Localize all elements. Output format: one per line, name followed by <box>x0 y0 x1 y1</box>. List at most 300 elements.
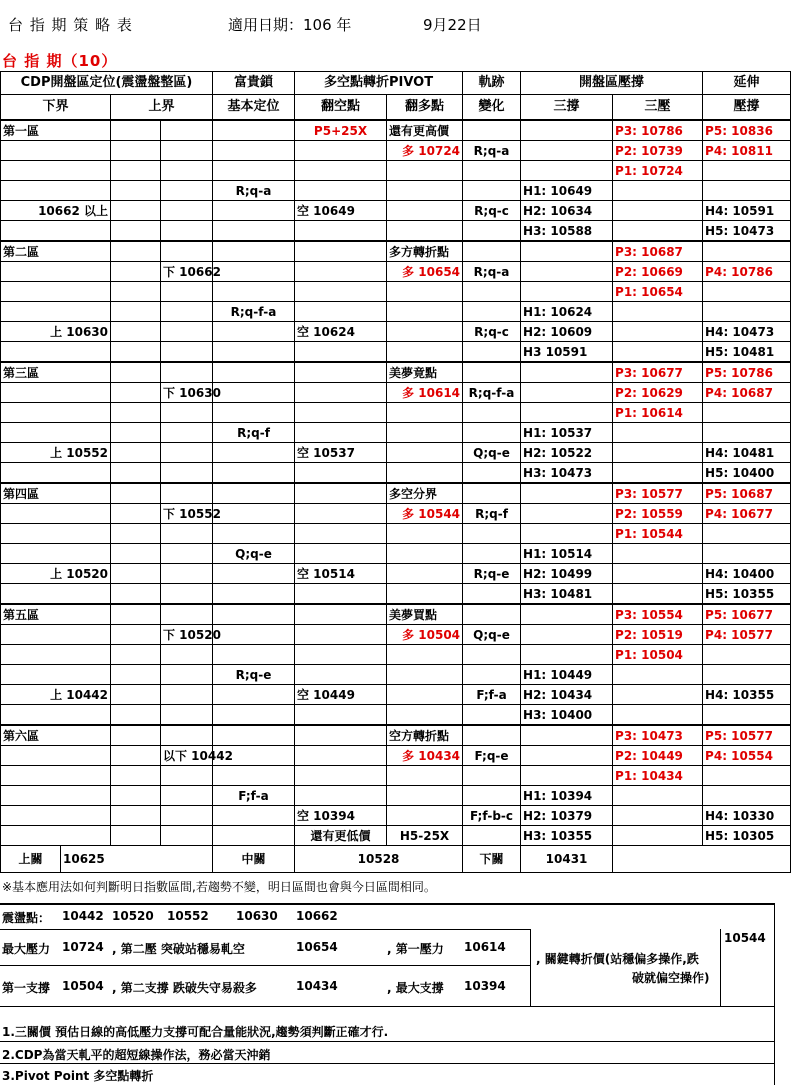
col-group-open: 開盤區壓撐 <box>521 72 703 95</box>
zone-cell <box>463 725 521 746</box>
zone-cell: 上 10630 <box>1 322 111 342</box>
col-pressure3: 三壓 <box>613 95 703 121</box>
zone-cell: 空 10394 <box>295 806 387 826</box>
max-support-value: 10394 <box>464 979 506 993</box>
zone-name: 第六區 <box>1 725 111 746</box>
col-base: 基本定位 <box>213 95 295 121</box>
zone-cell <box>521 625 613 645</box>
zone-cell <box>387 705 463 726</box>
zone-cell: R;q-f <box>213 423 295 443</box>
zone-cell <box>463 221 521 242</box>
zone-row <box>1 141 791 161</box>
zone-cell <box>295 483 387 504</box>
zone-cell <box>295 786 387 806</box>
zone-cell: P3: 10677 <box>613 362 703 383</box>
zone-cell <box>213 584 295 605</box>
zone-cell <box>161 322 213 342</box>
col-group-cdp: CDP開盤區定位(震盪盤整區) <box>1 72 213 95</box>
zone-row <box>1 665 791 685</box>
col-support3: 三撐 <box>521 95 613 121</box>
zone-cell <box>111 282 161 302</box>
zone-cell: 多空分界 <box>387 483 463 504</box>
col-group-track: 軌跡 <box>463 72 521 95</box>
zone-cell: H5-25X <box>387 826 463 846</box>
zone-cell <box>387 645 463 665</box>
zone-cell: 下 10662 <box>161 262 213 282</box>
zone-cell <box>213 564 295 584</box>
zone-cell <box>1 544 111 564</box>
zone-cell <box>463 181 521 201</box>
zone-cell <box>703 181 791 201</box>
zone-cell: H3: 10588 <box>521 221 613 242</box>
max-pressure-label: 最大壓力 <box>2 942 51 956</box>
zone-cell <box>213 403 295 423</box>
zone-cell: H4: 10355 <box>703 685 791 705</box>
zone-cell <box>161 483 213 504</box>
zone-row <box>1 241 791 262</box>
zone-cell <box>521 262 613 282</box>
zone-cell <box>295 504 387 524</box>
footnote: 3.Pivot Point 多空點轉折 <box>2 1069 154 1083</box>
zone-cell <box>161 705 213 726</box>
zone-cell <box>213 685 295 705</box>
zone-cell <box>613 665 703 685</box>
zone-name: 第二區 <box>1 241 111 262</box>
zone-cell: P5: 10687 <box>703 483 791 504</box>
zone-cell <box>387 463 463 484</box>
col-group-lock: 富貴鎖 <box>213 72 295 95</box>
zone-cell <box>613 423 703 443</box>
zone-cell <box>703 282 791 302</box>
zone-cell: 多 10614 <box>387 383 463 403</box>
zone-cell <box>1 463 111 484</box>
zone-cell <box>161 362 213 383</box>
zone-cell <box>703 524 791 544</box>
zone-cell: P2: 10519 <box>613 625 703 645</box>
zone-cell: P3: 10473 <box>613 725 703 746</box>
zone-cell: H3 10591 <box>521 342 613 363</box>
zone-cell <box>213 120 295 141</box>
zone-cell <box>161 806 213 826</box>
zone-cell <box>295 725 387 746</box>
zone-cell: 空方轉折點 <box>387 725 463 746</box>
zone-row <box>1 746 791 766</box>
zone-cell <box>161 826 213 846</box>
zone-cell: R;q-f-a <box>213 302 295 322</box>
zone-cell: P1: 10504 <box>613 645 703 665</box>
zone-cell <box>613 544 703 564</box>
zone-cell <box>463 766 521 786</box>
zone-cell <box>111 504 161 524</box>
zone-cell <box>213 483 295 504</box>
zone-cell <box>161 141 213 161</box>
zone-cell <box>161 443 213 463</box>
first-pressure-value: 10614 <box>464 940 506 954</box>
zone-row <box>1 362 791 383</box>
zone-cell <box>387 322 463 342</box>
key-pivot-text: 破就偏空操作) <box>632 971 710 985</box>
zone-cell <box>213 826 295 846</box>
zone-cell <box>161 221 213 242</box>
footnote: 2.CDP為當天軋平的超短線操作法，務必當天沖銷 <box>2 1048 271 1062</box>
zone-cell <box>703 302 791 322</box>
zone-cell <box>703 786 791 806</box>
mid-value: 10528 <box>295 846 463 873</box>
zone-cell: 多方轉折點 <box>387 241 463 262</box>
zone-cell <box>463 786 521 806</box>
zone-cell: F;f-b-c <box>463 806 521 826</box>
zone-cell <box>161 463 213 484</box>
zone-cell <box>1 625 111 645</box>
zone-cell <box>213 141 295 161</box>
zone-cell <box>613 564 703 584</box>
zone-cell <box>387 342 463 363</box>
zone-cell <box>295 746 387 766</box>
zone-cell: H4: 10473 <box>703 322 791 342</box>
zone-cell <box>295 463 387 484</box>
zone-cell <box>521 746 613 766</box>
oscillation-value: 10520 <box>112 909 154 923</box>
zone-cell: P2: 10449 <box>613 746 703 766</box>
date-label: 適用日期：106 年 <box>228 16 352 34</box>
key-levels-box <box>0 903 775 1085</box>
zone-cell <box>161 645 213 665</box>
zone-cell <box>161 403 213 423</box>
first-support-value: 10504 <box>62 979 104 993</box>
zone-cell: H1: 10537 <box>521 423 613 443</box>
zone-cell <box>1 181 111 201</box>
zone-cell <box>111 322 161 342</box>
zone-cell <box>613 302 703 322</box>
zone-cell: R;q-a <box>213 181 295 201</box>
zone-cell: Q;q-e <box>463 625 521 645</box>
zone-cell <box>213 806 295 826</box>
zone-cell: R;q-f <box>463 504 521 524</box>
strategy-table <box>0 71 791 873</box>
zone-cell <box>295 362 387 383</box>
col-change: 變化 <box>463 95 521 121</box>
zone-cell <box>1 645 111 665</box>
zone-cell <box>295 141 387 161</box>
zone-cell <box>463 544 521 564</box>
zone-cell <box>703 665 791 685</box>
zone-cell: 空 10624 <box>295 322 387 342</box>
zone-cell <box>1 746 111 766</box>
zone-cell <box>387 181 463 201</box>
zone-cell <box>161 725 213 746</box>
zone-cell <box>703 161 791 181</box>
zone-cell <box>613 221 703 242</box>
zone-cell <box>213 645 295 665</box>
zone-row <box>1 786 791 806</box>
zone-row <box>1 201 791 221</box>
zone-cell <box>387 302 463 322</box>
zone-cell <box>111 524 161 544</box>
zone-cell: 多 10434 <box>387 746 463 766</box>
zone-cell <box>213 766 295 786</box>
zone-cell <box>463 604 521 625</box>
zone-cell <box>613 786 703 806</box>
zone-cell: P5+25X <box>295 120 387 141</box>
zone-cell: P1: 10654 <box>613 282 703 302</box>
zone-name: 第四區 <box>1 483 111 504</box>
zone-cell <box>463 241 521 262</box>
zone-row <box>1 181 791 201</box>
zone-cell <box>387 665 463 685</box>
zone-row <box>1 221 791 242</box>
zone-row <box>1 282 791 302</box>
zone-row <box>1 685 791 705</box>
second-support-text: , 第二支撐 跌破失守易殺多 <box>112 981 257 995</box>
zone-cell: 還有更低價 <box>295 826 387 846</box>
zone-cell: H2: 10522 <box>521 443 613 463</box>
zone-cell <box>463 705 521 726</box>
zone-name: 第一區 <box>1 120 111 141</box>
zone-cell <box>613 342 703 363</box>
zone-cell <box>161 181 213 201</box>
zone-cell <box>1 403 111 423</box>
zone-cell <box>521 645 613 665</box>
zone-cell <box>295 766 387 786</box>
zone-cell <box>521 766 613 786</box>
zone-cell: 空 10514 <box>295 564 387 584</box>
max-pressure-value: 10724 <box>62 940 104 954</box>
zone-cell: R;q-a <box>463 262 521 282</box>
zone-cell <box>387 221 463 242</box>
col-short-point: 翻空點 <box>295 95 387 121</box>
zone-cell <box>213 604 295 625</box>
zone-cell: 10662 以上 <box>1 201 111 221</box>
zone-cell: P2: 10739 <box>613 141 703 161</box>
zone-cell <box>111 826 161 846</box>
zone-row <box>1 161 791 181</box>
zone-cell <box>387 766 463 786</box>
zone-cell <box>295 544 387 564</box>
zone-cell <box>111 262 161 282</box>
zone-cell <box>111 685 161 705</box>
header-row-2 <box>1 95 791 121</box>
zone-cell: Q;q-e <box>213 544 295 564</box>
zone-cell <box>161 524 213 544</box>
zone-cell <box>161 302 213 322</box>
zone-cell: H2: 10434 <box>521 685 613 705</box>
zone-cell: 上 10520 <box>1 564 111 584</box>
zone-cell: H3: 10481 <box>521 584 613 605</box>
zone-cell <box>213 241 295 262</box>
zone-cell <box>703 423 791 443</box>
zone-cell: P1: 10724 <box>613 161 703 181</box>
zone-cell <box>213 705 295 726</box>
zone-cell: P1: 10614 <box>613 403 703 423</box>
title-row <box>0 0 775 50</box>
zone-cell <box>521 282 613 302</box>
zone-cell <box>387 685 463 705</box>
zone-cell: P2: 10669 <box>613 262 703 282</box>
zone-cell: 美夢買點 <box>387 604 463 625</box>
zone-cell <box>521 383 613 403</box>
zone-cell <box>295 302 387 322</box>
zone-cell: P5: 10786 <box>703 362 791 383</box>
zone-cell: P3: 10786 <box>613 120 703 141</box>
zone-cell: H4: 10481 <box>703 443 791 463</box>
zone-cell <box>463 645 521 665</box>
zone-cell <box>463 483 521 504</box>
zone-cell <box>111 342 161 363</box>
zone-row <box>1 604 791 625</box>
zone-cell <box>1 705 111 726</box>
zone-cell <box>111 120 161 141</box>
zone-cell <box>1 665 111 685</box>
zone-row <box>1 725 791 746</box>
zone-cell <box>213 282 295 302</box>
zone-cell <box>213 383 295 403</box>
zone-cell <box>703 544 791 564</box>
zone-cell <box>111 423 161 443</box>
zone-row <box>1 342 791 363</box>
zone-cell <box>295 665 387 685</box>
zone-cell <box>613 826 703 846</box>
zone-cell <box>213 625 295 645</box>
zone-cell <box>161 201 213 221</box>
zone-row <box>1 483 791 504</box>
zone-cell: H5: 10473 <box>703 221 791 242</box>
zone-cell <box>161 766 213 786</box>
second-pressure-value: 10654 <box>296 940 338 954</box>
zone-cell: P1: 10434 <box>613 766 703 786</box>
zone-cell <box>703 766 791 786</box>
zone-cell <box>613 322 703 342</box>
zone-cell <box>387 201 463 221</box>
zone-cell <box>463 302 521 322</box>
zone-cell <box>295 282 387 302</box>
zone-name: 第五區 <box>1 604 111 625</box>
zone-cell <box>213 322 295 342</box>
zone-row <box>1 766 791 786</box>
zone-cell <box>387 544 463 564</box>
zone-cell <box>1 282 111 302</box>
zone-cell <box>1 302 111 322</box>
zone-cell <box>213 725 295 746</box>
usage-note: ※基本應用法如何判斷明日指數區間,若趨勢不變，明日區間也會與今日區間相同。 <box>2 880 436 894</box>
zone-cell: H5: 10355 <box>703 584 791 605</box>
zone-cell <box>111 161 161 181</box>
zone-cell <box>213 504 295 524</box>
zone-cell: 下 10520 <box>161 625 213 645</box>
zone-cell: P5: 10577 <box>703 725 791 746</box>
zone-cell <box>111 725 161 746</box>
zone-cell: 上 10552 <box>1 443 111 463</box>
zone-cell: R;q-f-a <box>463 383 521 403</box>
zone-cell <box>613 463 703 484</box>
zone-cell <box>295 221 387 242</box>
zone-row <box>1 826 791 846</box>
zone-cell: 空 10537 <box>295 443 387 463</box>
zone-cell <box>613 443 703 463</box>
zone-row <box>1 423 791 443</box>
zone-cell <box>703 645 791 665</box>
zone-cell <box>213 262 295 282</box>
zone-cell <box>161 423 213 443</box>
zone-cell: H3: 10473 <box>521 463 613 484</box>
col-group-extend: 延伸 <box>703 72 791 95</box>
zone-cell <box>111 645 161 665</box>
zone-cell <box>161 342 213 363</box>
zone-cell <box>111 201 161 221</box>
zone-row <box>1 322 791 342</box>
zone-cell <box>111 705 161 726</box>
lower-label: 下關 <box>463 846 521 873</box>
zone-cell: 空 10449 <box>295 685 387 705</box>
col-lower: 下界 <box>1 95 111 121</box>
zone-cell <box>295 161 387 181</box>
zone-cell <box>1 423 111 443</box>
zone-cell <box>1 262 111 282</box>
subtitle: 台 指 期（10） <box>2 52 118 70</box>
zone-cell <box>521 483 613 504</box>
zone-cell: R;q-a <box>463 141 521 161</box>
second-pressure-text: , 第二壓 突破站穩易軋空 <box>112 942 245 956</box>
zone-cell: P4: 10677 <box>703 504 791 524</box>
zone-cell <box>161 161 213 181</box>
zone-cell <box>1 806 111 826</box>
zone-cell <box>295 262 387 282</box>
zone-row <box>1 302 791 322</box>
footnote: 1.三關價 預估日線的高低壓力支撐可配合量能狀況,趨勢須判斷正確才行. <box>2 1025 389 1039</box>
zone-cell <box>387 564 463 584</box>
zone-cell: 美夢竟點 <box>387 362 463 383</box>
zone-cell <box>463 423 521 443</box>
zone-cell <box>213 524 295 544</box>
zone-cell: H1: 10624 <box>521 302 613 322</box>
zone-cell: P2: 10559 <box>613 504 703 524</box>
zone-cell <box>161 665 213 685</box>
zone-row <box>1 625 791 645</box>
zone-cell <box>463 403 521 423</box>
zone-cell: 多 10654 <box>387 262 463 282</box>
zone-cell <box>111 766 161 786</box>
zone-name: 第三區 <box>1 362 111 383</box>
zone-cell: H1: 10449 <box>521 665 613 685</box>
zone-cell: P1: 10544 <box>613 524 703 544</box>
zone-cell <box>295 383 387 403</box>
zone-cell <box>521 141 613 161</box>
zone-row <box>1 383 791 403</box>
oscillation-value: 10442 <box>62 909 104 923</box>
zone-cell <box>1 766 111 786</box>
zone-cell <box>387 423 463 443</box>
upper-value: 10625 <box>61 846 213 873</box>
zone-cell: F;q-e <box>463 746 521 766</box>
zone-row <box>1 524 791 544</box>
zone-cell <box>161 120 213 141</box>
zone-cell <box>613 201 703 221</box>
zone-cell <box>613 806 703 826</box>
zone-cell: P5: 10677 <box>703 604 791 625</box>
zone-cell <box>463 665 521 685</box>
zone-cell <box>111 362 161 383</box>
zone-cell: R;q-c <box>463 322 521 342</box>
zone-cell <box>111 564 161 584</box>
zone-cell <box>111 786 161 806</box>
zone-cell: P4: 10811 <box>703 141 791 161</box>
zone-cell <box>111 463 161 484</box>
first-support-label: 第一支撐 <box>2 981 51 995</box>
summary-row <box>1 846 791 873</box>
zone-cell: H4: 10400 <box>703 564 791 584</box>
zone-cell: H2: 10499 <box>521 564 613 584</box>
zone-row <box>1 443 791 463</box>
zone-cell <box>111 302 161 322</box>
